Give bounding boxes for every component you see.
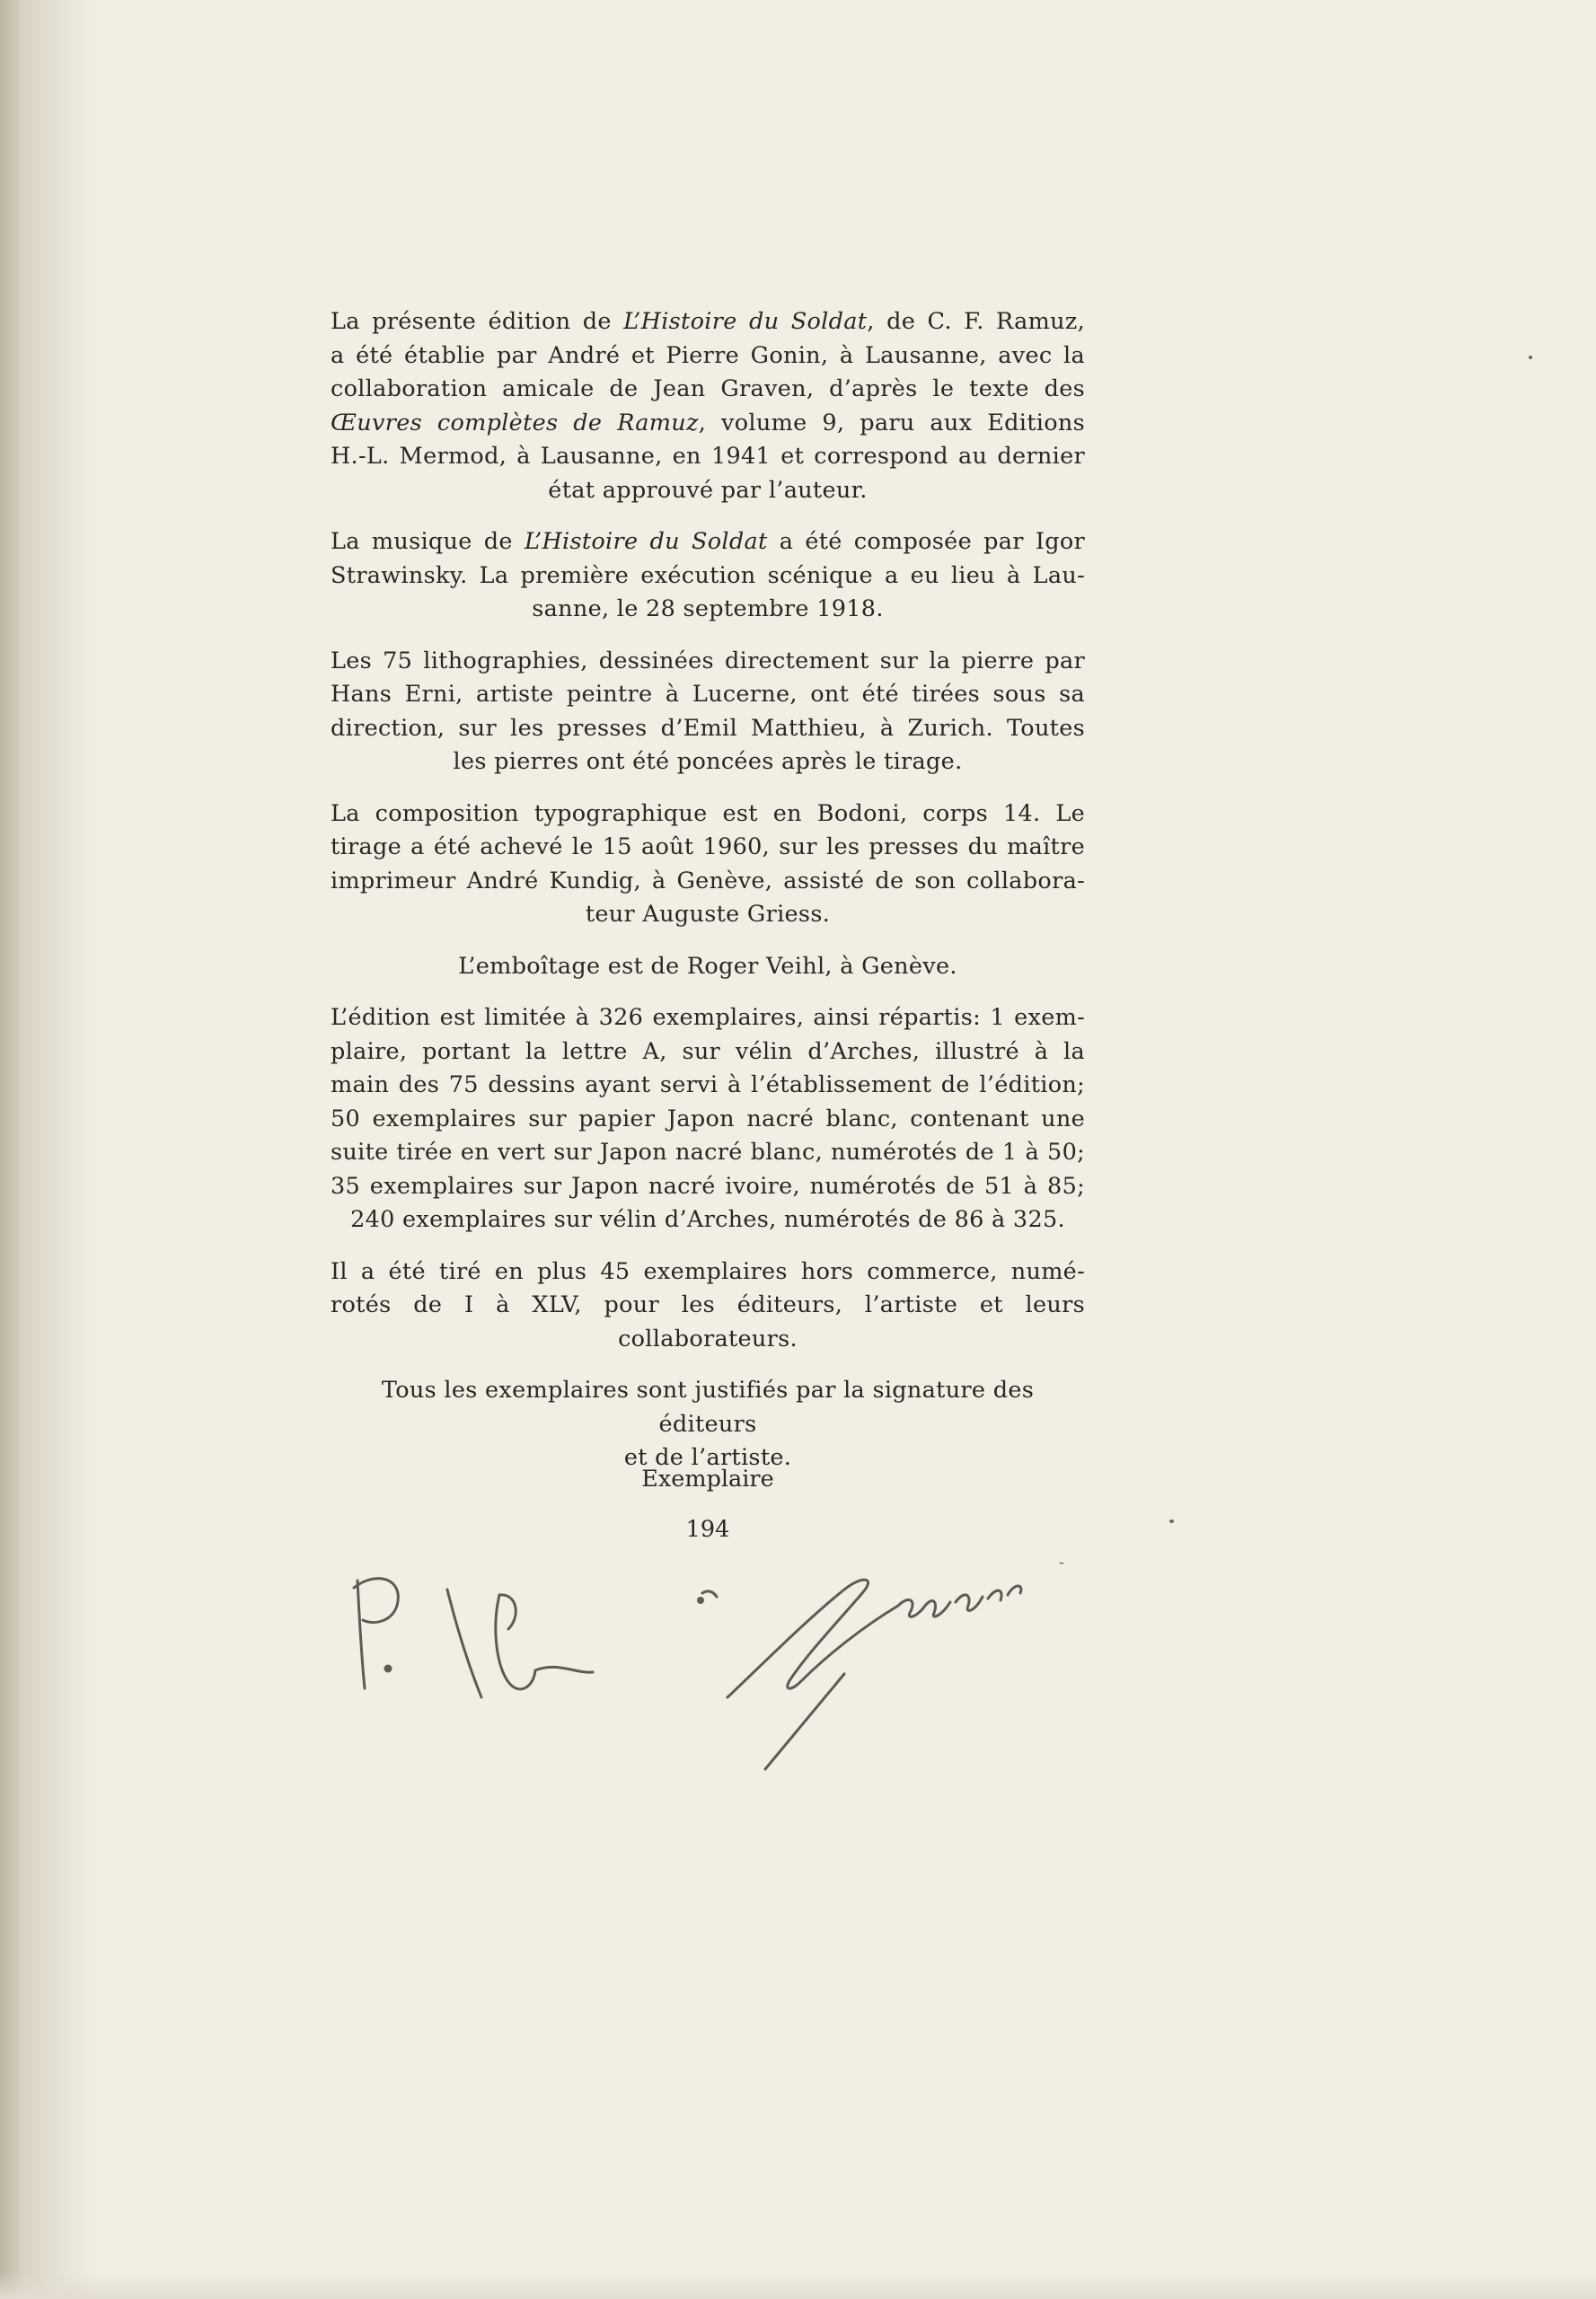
paragraph-music bbox=[331, 525, 1085, 627]
text-line: tirage a été achevé le 15 août 1960, sur les presses du maître bbox=[331, 833, 1085, 860]
text-line bbox=[331, 525, 1085, 559]
text-line: H.-L. Mermod, à Lausanne, en 1941 et correspond au dernier bbox=[331, 443, 1085, 470]
signature-stroke bbox=[357, 1581, 365, 1688]
paragraph-hors-commerce bbox=[331, 1255, 1085, 1357]
exemplaire-number: 194 bbox=[685, 1516, 730, 1543]
signature-stroke bbox=[699, 1599, 703, 1603]
text-line: 50 exemplaires sur papier Japon nacré blanc, contenant une bbox=[331, 1105, 1085, 1132]
text-line: Tous les exemplaires sont justifiés par la signature des éditeurs bbox=[381, 1377, 1035, 1438]
text-line: Les 75 lithographies, dessinées directement sur la pierre par bbox=[331, 647, 1085, 674]
colophon-text bbox=[331, 305, 1085, 1493]
text-line: les pierres ont été poncées après le tirage. bbox=[453, 748, 963, 775]
text-line bbox=[331, 407, 1085, 441]
text-line: et de l’artiste. bbox=[623, 1444, 792, 1471]
pencil-signatures bbox=[341, 1563, 1186, 1796]
signature-stroke bbox=[765, 1674, 844, 1769]
paragraph-typography bbox=[331, 797, 1085, 932]
text-line: 240 exemplaires sur vélin d’Arches, numérotés de 86 à 325. bbox=[350, 1206, 1065, 1233]
paragraph-limitation bbox=[331, 1001, 1085, 1238]
signature-stroke bbox=[1008, 1586, 1021, 1595]
text-line: collaborateurs. bbox=[618, 1325, 798, 1352]
text-run: , volume 9, paru aux Editions bbox=[698, 409, 1085, 436]
signature-stroke bbox=[727, 1580, 898, 1697]
text-line: a été établie par André et Pierre Gonin, à Lausanne, avec la bbox=[331, 341, 1085, 369]
paragraph-lithographs bbox=[331, 645, 1085, 780]
text-line: main des 75 dessins ayant servi à l’établissement de l’édition; bbox=[331, 1071, 1085, 1098]
paragraph-binding bbox=[331, 950, 1085, 984]
paper-speck bbox=[1169, 1519, 1174, 1523]
text-line: sanne, le 28 septembre 1918. bbox=[532, 595, 884, 622]
text-run: La musique de bbox=[331, 528, 525, 555]
text-line: direction, sur les presses d’Emil Matthieu, à Zurich. Toutes bbox=[331, 714, 1085, 742]
text-line: état approuvé par l’auteur. bbox=[548, 476, 868, 504]
text-line: teur Auguste Griess. bbox=[585, 901, 831, 928]
paper-speck bbox=[1529, 356, 1532, 359]
text-line: L’édition est limitée à 326 exemplaires, ainsi répartis: 1 exem- bbox=[331, 1004, 1085, 1031]
text-line: Strawinsky. La première exécution scénique a eu lieu à Lau- bbox=[331, 561, 1085, 589]
text-line: Hans Erni, artiste peintre à Lucerne, ont été tirées sous sa bbox=[331, 681, 1085, 708]
text-line: L’emboîtage est de Roger Veihl, à Genève. bbox=[458, 952, 957, 980]
signature-stroke bbox=[988, 1590, 1001, 1600]
text-line bbox=[331, 305, 1085, 339]
signature-stroke bbox=[447, 1590, 481, 1697]
text-line: collaboration amicale de Jean Graven, d’après le texte des bbox=[331, 375, 1085, 402]
text-run: a été composée par Igor bbox=[767, 528, 1085, 555]
text-line: suite tirée en vert sur Japon nacré blanc, numérotés de 1 à 50; bbox=[331, 1139, 1085, 1166]
text-run: , de C. F. Ramuz, bbox=[867, 308, 1085, 335]
title-italic: L’Histoire du Soldat bbox=[524, 528, 768, 555]
sheet-bottom-shadow bbox=[0, 2272, 1596, 2299]
paragraph-edition bbox=[331, 305, 1085, 507]
text-line: rotés de I à XLV, pour les éditeurs, l’artiste et leurs bbox=[331, 1291, 1085, 1318]
text-line: Il a été tiré en plus 45 exemplaires hors commerce, numé- bbox=[331, 1257, 1085, 1285]
paragraph-justification bbox=[331, 1374, 1085, 1475]
text-line: imprimeur André Kundig, à Genève, assisté de son collabora- bbox=[331, 867, 1085, 894]
title-italic: L’Histoire du Soldat bbox=[623, 308, 868, 335]
text-line: La composition typographique est en Bodoni, corps 14. Le bbox=[331, 799, 1085, 827]
title-italic: Œuvres complètes de Ramuz bbox=[331, 409, 699, 436]
exemplaire-label: Exemplaire bbox=[641, 1466, 774, 1493]
text-line: plaire, portant la lettre A, sur vélin d’Arches, illustré à la bbox=[331, 1037, 1085, 1065]
signature-stroke bbox=[898, 1599, 950, 1616]
signature-stroke bbox=[702, 1591, 717, 1597]
signature-stroke bbox=[499, 1595, 516, 1629]
signature-stroke bbox=[385, 1666, 391, 1671]
text-line: 35 exemplaires sur Japon nacré ivoire, numérotés de 51 à 85; bbox=[331, 1172, 1085, 1200]
signature-stroke bbox=[535, 1667, 593, 1672]
text-run: La présente édition de bbox=[331, 308, 624, 335]
binding-edge bbox=[0, 0, 20, 2299]
signature-stroke bbox=[956, 1595, 983, 1611]
